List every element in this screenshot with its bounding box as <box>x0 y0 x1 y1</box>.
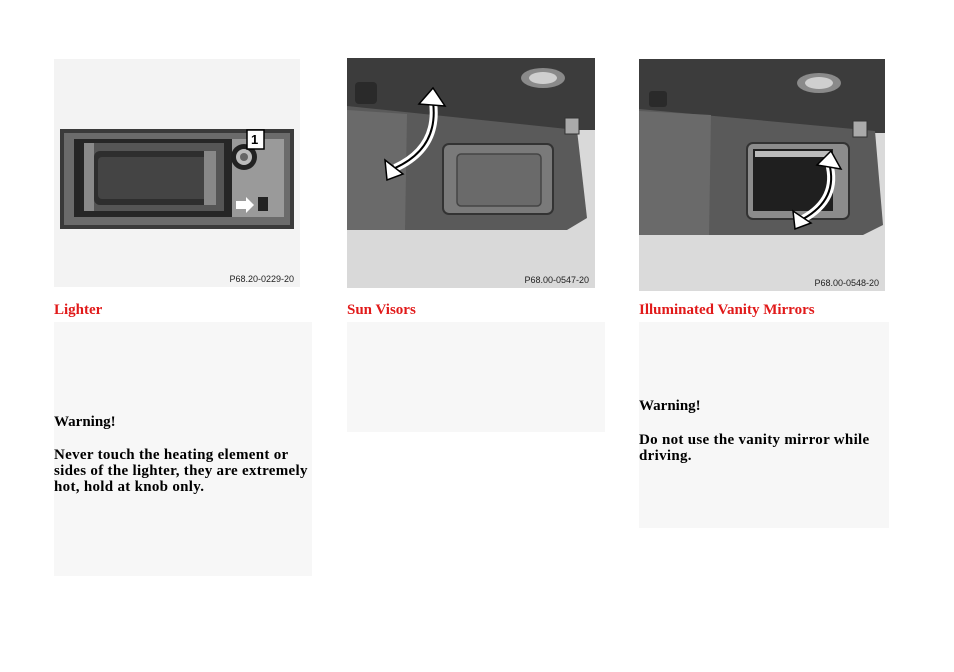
figure-code: P68.20-0229-20 <box>229 274 294 284</box>
vanity-warning-title: Warning! <box>639 398 701 414</box>
figure-code: P68.00-0548-20 <box>814 278 879 288</box>
vanity-mirror-figure <box>639 59 885 291</box>
lighter-warning-text: Never touch the heating element or sides of the lighter, they are extremely hot, hold at knob only. <box>54 447 308 495</box>
lighter-figure <box>54 59 300 287</box>
sun-visors-heading: Sun Visors <box>347 302 416 318</box>
vanity-warning-text: Do not use the vanity mirror while driving. <box>639 432 870 464</box>
sun-visor-text-panel <box>347 322 605 432</box>
vanity-mirrors-heading: Illuminated Vanity Mirrors <box>639 302 815 318</box>
figure-code: P68.00-0547-20 <box>524 275 589 285</box>
lighter-illustration <box>54 59 300 287</box>
vanity-mirror-illustration <box>639 59 885 291</box>
sun-visor-figure <box>347 58 595 288</box>
lighter-heading: Lighter <box>54 302 103 318</box>
vanity-mirror-text-panel <box>639 322 889 528</box>
sun-visor-illustration <box>347 58 595 288</box>
figure-number-label: 1 <box>251 132 259 147</box>
lighter-warning-title: Warning! <box>54 414 116 430</box>
